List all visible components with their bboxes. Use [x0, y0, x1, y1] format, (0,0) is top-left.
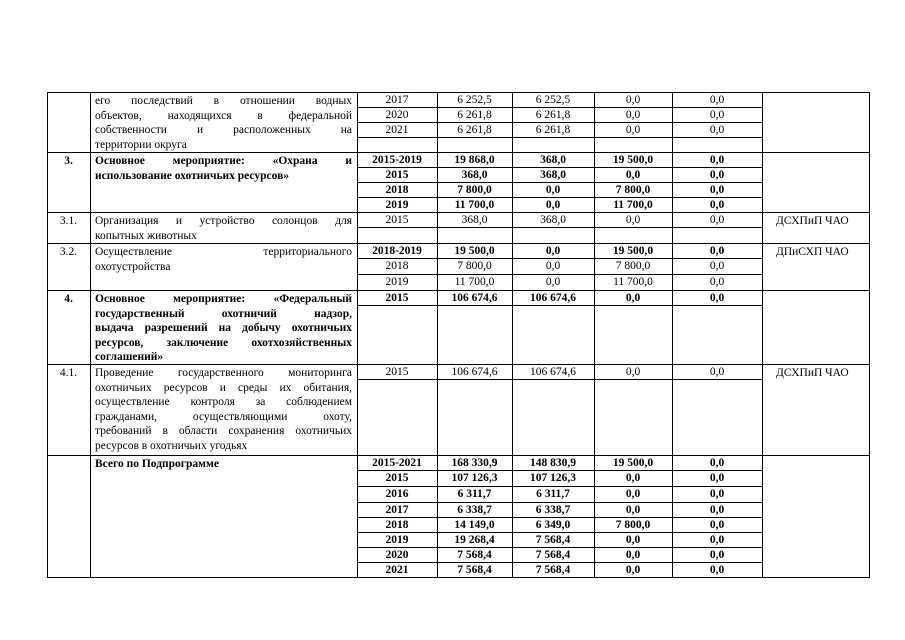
federal-budget-cell: 0,0 — [625, 292, 641, 304]
other-sources-cell: 0,0 — [709, 472, 725, 484]
total-cell: 7 568,4 — [457, 564, 492, 576]
federal-budget-cell: 0,0 — [625, 94, 641, 106]
district-budget-cell: 0,0 — [545, 276, 561, 288]
federal-budget-cell: 19 500,0 — [612, 457, 654, 469]
executor-cell: ДСХПиП ЧАО — [776, 215, 849, 227]
year-cell: 2017 — [385, 94, 409, 106]
federal-budget-cell: 0,0 — [625, 109, 641, 121]
year-cell: 2016 — [385, 488, 409, 500]
table-rule — [357, 197, 763, 198]
other-sources-cell: 0,0 — [709, 519, 725, 531]
table-rule — [47, 152, 870, 153]
year-cell: 2018-2019 — [372, 245, 422, 257]
district-budget-cell: 106 674,6 — [530, 292, 576, 304]
table-rule — [357, 107, 763, 108]
federal-budget-cell: 7 800,0 — [615, 260, 651, 272]
year-cell: 2015-2021 — [372, 457, 422, 469]
activity-name-line: Всего по Подпрограмме — [95, 458, 219, 470]
table-rule — [47, 92, 870, 93]
district-budget-cell: 0,0 — [545, 199, 561, 211]
year-cell: 2020 — [385, 549, 409, 561]
total-cell: 7 568,4 — [457, 549, 492, 561]
federal-budget-cell: 0,0 — [625, 214, 641, 226]
table-rule — [357, 182, 763, 183]
federal-budget-cell: 0,0 — [625, 488, 641, 500]
total-cell: 14 149,0 — [454, 519, 495, 531]
total-cell: 11 700,0 — [454, 276, 495, 288]
executor-cell: ДПиСХП ЧАО — [776, 246, 849, 258]
federal-budget-cell: 0,0 — [625, 124, 641, 136]
year-cell: 2020 — [385, 109, 409, 121]
activity-name-line: ресурсов, заключение охотхозяйственных — [95, 336, 352, 349]
table-rule — [357, 274, 763, 275]
activity-name-line: гражданами, осуществляющими охоту, — [95, 410, 352, 423]
year-cell: 2015 — [385, 472, 409, 484]
activity-name-line: территории округа — [95, 138, 187, 151]
federal-budget-cell: 0,0 — [625, 564, 641, 576]
activity-name-line: собственности и расположенных на — [95, 124, 352, 137]
district-budget-cell: 0,0 — [545, 260, 561, 272]
row-number: 4. — [64, 293, 73, 305]
activity-name-line: ресурсов в охотничьих угодьях — [95, 440, 248, 452]
other-sources-cell: 0,0 — [709, 504, 725, 516]
other-sources-cell: 0,0 — [709, 488, 725, 500]
executor-cell: ДСХПиП ЧАО — [776, 367, 849, 379]
year-cell: 2015 — [385, 214, 409, 226]
federal-budget-cell: 19 500,0 — [612, 245, 654, 257]
activity-name-line: использование охотничьих ресурсов» — [95, 169, 290, 182]
year-cell: 2017 — [385, 504, 409, 516]
table-rule — [47, 243, 870, 244]
year-cell: 2019 — [385, 276, 409, 288]
year-cell: 2019 — [385, 199, 409, 211]
activity-name-line: Проведение государственного мониторинга — [95, 367, 352, 379]
other-sources-cell: 0,0 — [709, 276, 725, 288]
district-budget-cell: 368,0 — [540, 169, 566, 181]
year-cell: 2015 — [385, 366, 409, 378]
district-budget-cell: 107 126,3 — [530, 472, 576, 484]
other-sources-cell: 0,0 — [709, 199, 725, 211]
activity-name-line: копытных животных — [95, 229, 197, 242]
table-rule — [357, 122, 763, 123]
other-sources-cell: 0,0 — [709, 184, 725, 196]
district-budget-cell: 6 338,7 — [535, 504, 571, 516]
federal-budget-cell: 0,0 — [625, 534, 641, 546]
total-cell: 106 674,6 — [451, 366, 498, 378]
district-budget-cell: 7 568,4 — [535, 564, 571, 576]
total-cell: 6 311,7 — [457, 488, 492, 500]
other-sources-cell: 0,0 — [709, 245, 725, 257]
other-sources-cell: 0,0 — [709, 366, 725, 378]
district-budget-cell: 148 830,9 — [530, 457, 576, 469]
district-budget-cell: 7 568,4 — [535, 534, 571, 546]
district-budget-cell: 106 674,6 — [530, 366, 576, 378]
district-budget-cell: 6 311,7 — [536, 488, 570, 500]
year-cell: 2021 — [385, 564, 409, 576]
row-number: 4.1. — [59, 367, 78, 379]
district-budget-cell: 7 568,4 — [535, 549, 571, 561]
federal-budget-cell: 0,0 — [625, 504, 641, 516]
year-cell: 2018 — [385, 260, 409, 272]
other-sources-cell: 0,0 — [709, 534, 725, 546]
year-cell: 2021 — [385, 124, 409, 136]
activity-name-line: Организация и устройство солонцов для — [95, 215, 352, 227]
table-rule — [357, 227, 763, 228]
district-budget-cell: 6 261,8 — [535, 109, 571, 121]
table-rule — [357, 379, 763, 380]
federal-budget-cell: 11 700,0 — [613, 276, 653, 288]
total-cell: 106 674,6 — [451, 292, 498, 304]
federal-budget-cell: 11 700,0 — [613, 199, 653, 211]
activity-name-line: Осуществление территориального — [95, 246, 352, 258]
activity-name-line: осуществление контроля за соблюдением — [95, 396, 352, 409]
year-cell: 2018 — [385, 184, 409, 196]
district-budget-cell: 6 261,8 — [535, 124, 571, 136]
activity-name-line: требований в области сохранения охотничьих — [95, 425, 352, 438]
activity-name-line: Основное мероприятие: «Федеральный — [95, 293, 352, 305]
other-sources-cell: 0,0 — [709, 169, 725, 181]
other-sources-cell: 0,0 — [709, 109, 725, 121]
total-cell: 368,0 — [461, 214, 488, 226]
table-rule — [357, 305, 763, 306]
federal-budget-cell: 0,0 — [625, 549, 641, 561]
table-rule — [357, 517, 763, 518]
table-rule — [357, 532, 763, 533]
total-cell: 6 338,7 — [457, 504, 492, 516]
total-cell: 11 700,0 — [454, 199, 495, 211]
federal-budget-cell: 0,0 — [625, 169, 641, 181]
total-cell: 6 252,5 — [457, 94, 492, 106]
row-number: 3.2. — [59, 246, 78, 258]
other-sources-cell: 0,0 — [709, 564, 725, 576]
district-budget-cell: 368,0 — [540, 154, 566, 166]
activity-name-line: Основное мероприятие: «Охрана и — [95, 155, 352, 167]
district-budget-cell: 0,0 — [545, 184, 561, 196]
activity-name-line: охотустройства — [95, 260, 171, 273]
row-number: 3.1. — [59, 215, 78, 227]
total-cell: 6 261,8 — [457, 109, 492, 121]
federal-budget-cell: 0,0 — [625, 366, 641, 378]
other-sources-cell: 0,0 — [709, 124, 725, 136]
other-sources-cell: 0,0 — [709, 457, 725, 469]
federal-budget-cell: 19 500,0 — [612, 154, 654, 166]
table-rule — [762, 92, 763, 577]
activity-name-line: выдача разрешений на добычу охотничьих — [95, 322, 352, 335]
federal-budget-cell: 7 800,0 — [615, 184, 651, 196]
row-number: 3. — [64, 155, 73, 167]
total-cell: 368,0 — [461, 169, 488, 181]
year-cell: 2015-2019 — [372, 154, 422, 166]
other-sources-cell: 0,0 — [709, 214, 725, 226]
district-budget-cell: 368,0 — [540, 214, 566, 226]
table-rule — [47, 364, 870, 365]
district-budget-cell: 6 252,5 — [535, 94, 571, 106]
table-rule — [90, 92, 91, 577]
activity-name-line: объектов, находящихся в федеральной — [95, 109, 352, 122]
total-cell: 168 330,9 — [451, 457, 498, 469]
other-sources-cell: 0,0 — [709, 292, 725, 304]
table-rule — [47, 212, 870, 213]
activity-name-line: соглашений» — [95, 351, 164, 364]
district-budget-cell: 0,0 — [545, 245, 561, 257]
activity-name-line: охотничьих ресурсов и среды их обитания, — [95, 381, 352, 394]
total-cell: 19 268,4 — [454, 534, 495, 546]
year-cell: 2019 — [385, 534, 409, 546]
other-sources-cell: 0,0 — [709, 260, 725, 272]
total-cell: 7 800,0 — [457, 260, 492, 272]
activity-name-line: его последствий в отношении водных — [95, 95, 352, 107]
year-cell: 2015 — [385, 292, 409, 304]
table-rule — [357, 167, 763, 168]
table-rule — [357, 258, 763, 259]
table-rule — [357, 547, 763, 548]
year-cell: 2018 — [385, 519, 409, 531]
year-cell: 2015 — [385, 169, 409, 181]
table-rule — [869, 92, 870, 577]
total-cell: 107 126,3 — [451, 472, 498, 484]
activity-name-line: государственный охотничий надзор, — [95, 307, 352, 320]
other-sources-cell: 0,0 — [709, 154, 725, 166]
total-cell: 6 261,8 — [457, 124, 492, 136]
table-rule — [357, 470, 763, 471]
table-rule — [357, 562, 763, 563]
table-rule — [47, 577, 870, 578]
table-rule — [357, 137, 763, 138]
table-rule — [47, 290, 870, 291]
table-rule — [357, 486, 763, 487]
district-budget-cell: 6 349,0 — [535, 519, 571, 531]
total-cell: 7 800,0 — [457, 184, 492, 196]
total-cell: 19 500,0 — [454, 245, 495, 257]
other-sources-cell: 0,0 — [709, 549, 725, 561]
other-sources-cell: 0,0 — [709, 94, 725, 106]
federal-budget-cell: 7 800,0 — [615, 519, 651, 531]
total-cell: 19 868,0 — [454, 154, 495, 166]
table-rule — [357, 502, 763, 503]
federal-budget-cell: 0,0 — [625, 472, 641, 484]
table-rule — [47, 455, 870, 456]
